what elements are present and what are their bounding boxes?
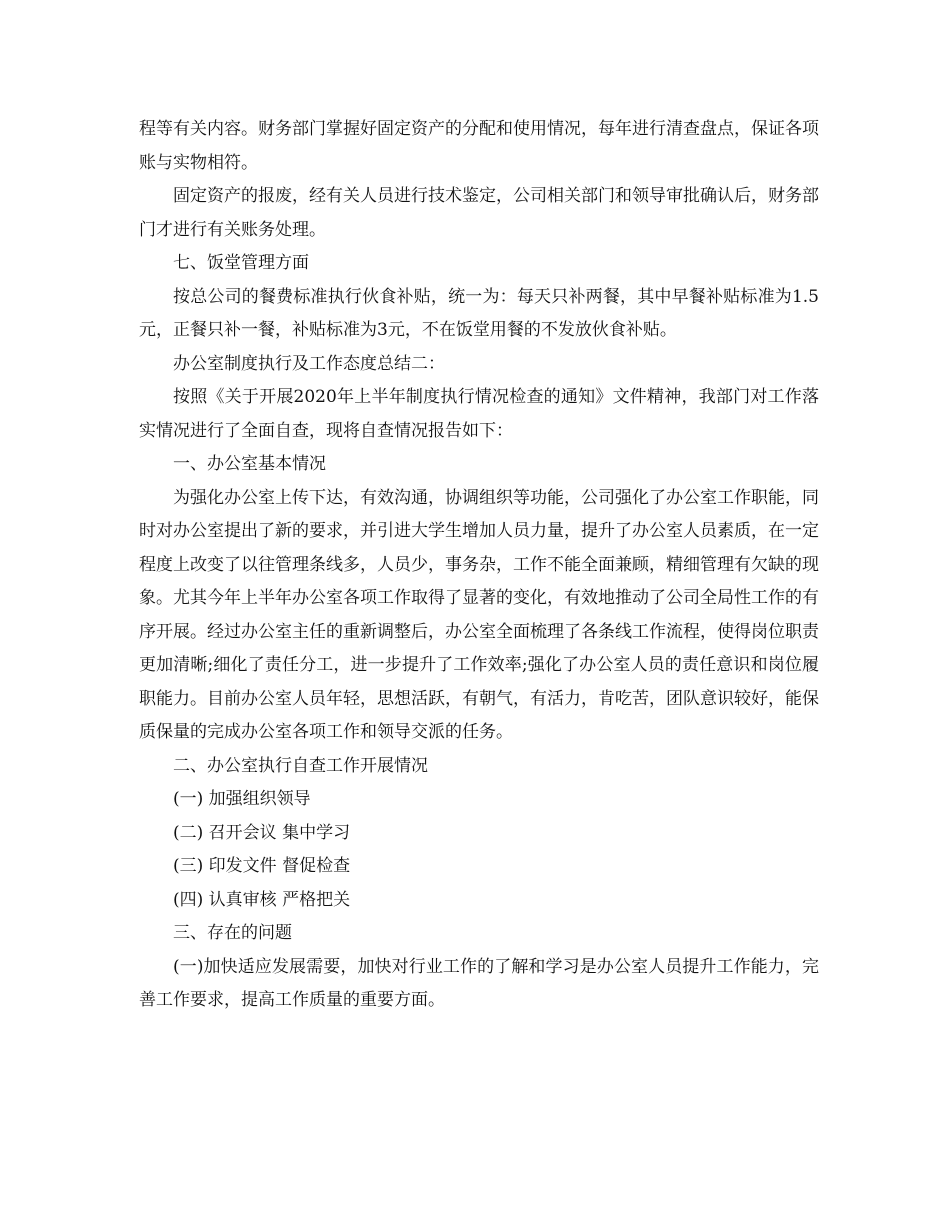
paragraph-6: (一)加快适应发展需要，加快对行业工作的了解和学习是办公室人员提升工作能力，完善工作要求，提高工作质量的重要方面。	[139, 956, 819, 1010]
paragraph-1: 程等有关内容。财务部门掌握好固定资产的分配和使用情况，每年进行清查盘点，保证各项账与实物相符。	[139, 119, 819, 173]
section-heading-canteen: 七、饭堂管理方面	[173, 253, 309, 273]
section-heading-problems: 三、存在的问题	[173, 923, 292, 943]
list-item-2: (二) 召开会议 集中学习	[173, 822, 351, 843]
section-heading-basic-situation: 一、办公室基本情况	[173, 454, 326, 474]
paragraph-2: 固定资产的报废，经有关人员进行技术鉴定，公司相关部门和领导审批确认后，财务部门才进行有关账务处理。	[139, 186, 819, 240]
paragraph-5: 为强化办公室上传下达，有效沟通，协调组织等功能，公司强化了办公室工作职能，同 时对办公室提出了新的要求，并引进大学生增加人员力量，提升了办公室人员素质，在一定程度上改变了以往管理条线多，人员少，事务杂，工作不能全面兼顾，精细管理有欠缺的现象。尤其今年上半年办公室各项工作取得了显著的变化，有效地推动了公司全局性工作的有序开展。经过办公室主任的重新调整后，办公室全面梳理了各条线工作流程，使得岗位职责更加清晰;细化了责任分工，进一步提升了工作效率;强化了办公室人员的责任意识和岗位履职能力。目前办公室人员年轻，思想活跃，有朝气，有活力，肯吃苦，团队意识较好，能保质保量的完成办公室各项工作和领导交派的任务。	[139, 487, 825, 742]
list-item-4: (四) 认真审核 严格把关	[173, 889, 351, 910]
section-heading-self-check: 二、办公室执行自查工作开展情况	[173, 755, 428, 776]
paragraph-4: 按照《关于开展2020年上半年制度执行情况检查的通知》文件精神，我部门对工作落实情况进行了全面自查，现将自查情况报告如下：	[139, 387, 819, 441]
summary-title-two: 办公室制度执行及工作态度总结二：	[173, 353, 445, 374]
list-item-3: (三) 印发文件 督促检查	[173, 856, 351, 876]
document-body	[139, 113, 825, 1018]
paragraph-3: 按总公司的餐费标准执行伙食补贴，统一为：每天只补两餐，其中早餐补贴标准为1.5元，正餐只补一餐，补贴标准为3元，不在饭堂用餐的不发放伙食补贴。	[139, 286, 819, 340]
list-item-1: (一) 加强组织领导	[173, 789, 311, 809]
